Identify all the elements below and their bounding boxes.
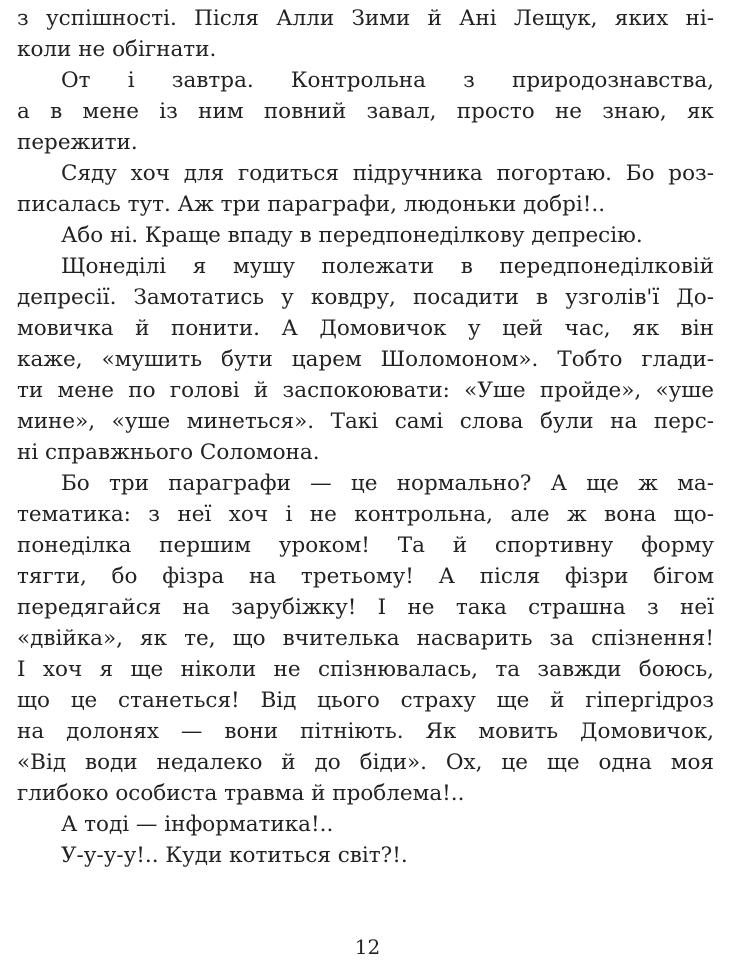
paragraph bbox=[17, 3, 714, 65]
paragraph bbox=[17, 251, 714, 468]
text-line: «двійка», як те, що вчителька насварить за спізнення! bbox=[17, 626, 714, 651]
paragraph bbox=[17, 840, 714, 871]
text-line: передягайся на зарубіжку! І не така страшна з неї bbox=[17, 595, 714, 620]
text-line: а в мене із ним повний завал, просто не знаю, як bbox=[17, 99, 714, 124]
paragraph bbox=[17, 220, 714, 251]
text-line: мине», «уше минеться». Такі самі слова були на перс- bbox=[17, 409, 714, 434]
text-line: каже, «мушить бути царем Шоломоном». Тобто глади- bbox=[17, 347, 714, 372]
text-line: що це станеться! Від цього страху ще й гіпергідроз bbox=[17, 688, 714, 713]
text-line: Бо три параграфи — це нормально? А ще ж ма- bbox=[61, 471, 714, 496]
text-line: ти мене по голові й заспокоювати: «Уше пройде», «уше bbox=[17, 378, 714, 403]
text-line: Щонеділі я мушу полежати в передпонеділковій bbox=[61, 254, 714, 279]
text-line: ні справжнього Соломона. bbox=[17, 440, 320, 465]
text-line: писалась тут. Аж три параграфи, людоньки добрі!.. bbox=[17, 192, 606, 217]
text-line: тягти, бо фізра на третьому! А після фізри бігом bbox=[17, 564, 714, 589]
paragraph bbox=[17, 468, 714, 809]
body-text bbox=[17, 3, 714, 871]
text-line: тематика: з неї хоч і не контрольна, але ж вона що- bbox=[17, 502, 714, 527]
text-line: на долонях — вони пітніють. Як мовить Домовичок, bbox=[17, 719, 714, 744]
text-line: глибоко особиста травма й проблема!.. bbox=[17, 781, 465, 806]
text-line: Сяду хоч для годиться підручника погортаю. Бо роз- bbox=[61, 161, 714, 186]
text-line: коли не обігнати. bbox=[17, 37, 217, 62]
paragraph bbox=[17, 158, 714, 220]
text-line: Або ні. Краще впаду в передпонеділкову депресію. bbox=[61, 223, 643, 248]
text-line: І хоч я ще ніколи не спізнювалась, та завжди боюсь, bbox=[17, 657, 714, 682]
text-line: пережити. bbox=[17, 130, 138, 155]
text-line: От і завтра. Контрольна з природознавства, bbox=[61, 68, 714, 93]
text-line: з успішності. Після Алли Зими й Ані Лещук, яких ні- bbox=[17, 6, 714, 31]
text-line: А тоді — інформатика!.. bbox=[61, 812, 334, 837]
paragraph bbox=[17, 65, 714, 158]
text-line: депресії. Замотатись у ковдру, посадити в узголів'ї До- bbox=[17, 285, 714, 310]
page-number: 12 bbox=[354, 935, 381, 959]
text-line: мовичка й понити. А Домовичок у цей час, як він bbox=[17, 316, 714, 341]
text-line: У-у-у-у!.. Куди котиться світ?!. bbox=[61, 843, 408, 868]
paragraph bbox=[17, 809, 714, 840]
book-page bbox=[17, 3, 714, 871]
text-line: «Від води недалеко й до біди». Ох, це ще одна моя bbox=[17, 750, 714, 775]
text-line: понеділка першим уроком! Та й спортивну форму bbox=[17, 533, 714, 558]
